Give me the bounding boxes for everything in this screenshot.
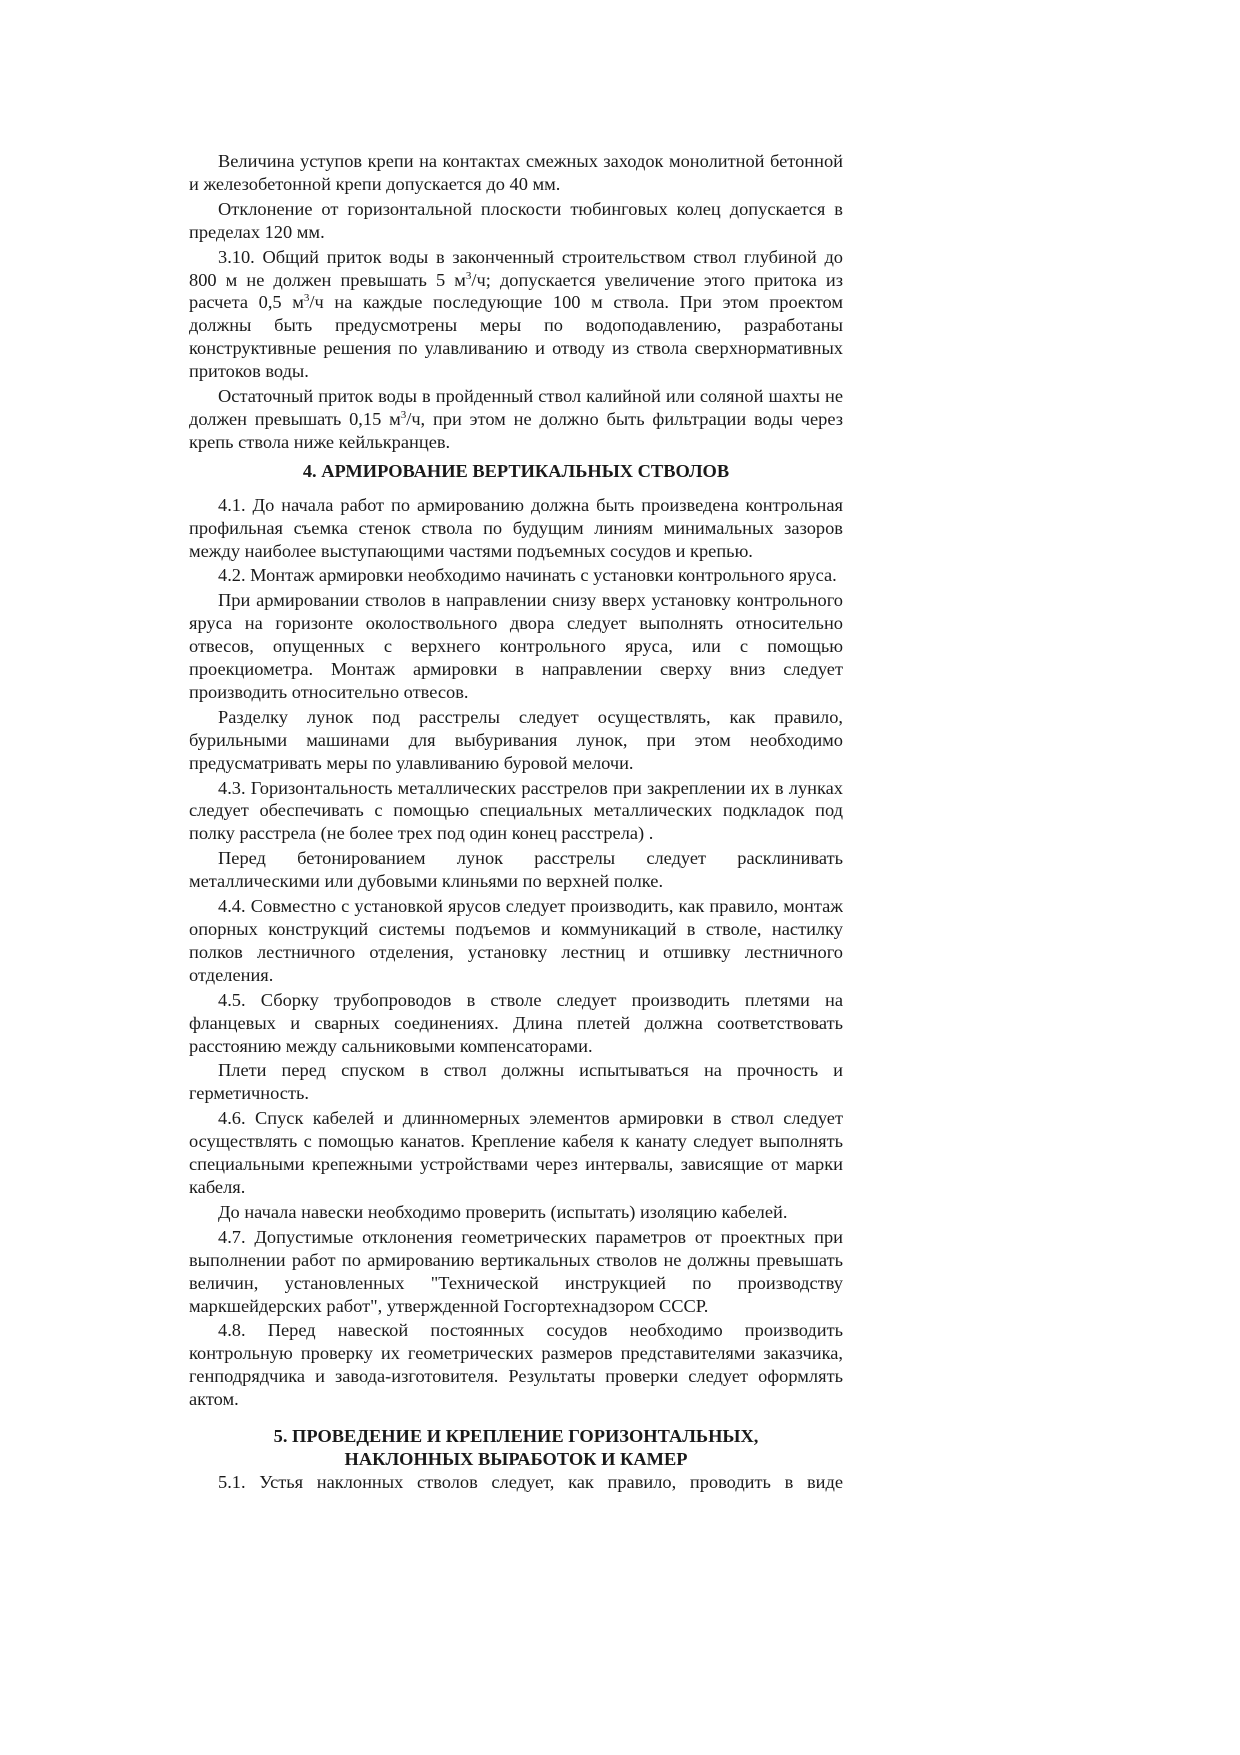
- paragraph-residual-inflow: [189, 385, 843, 454]
- paragraph-4-5-testing: Плети перед спуском в ствол должны испытываться на прочность и герметичность.: [189, 1060, 843, 1104]
- paragraph-ledges: Величина уступов крепи на контактах смежных заходок монолитной бетонной и железобетонной крепи допускается до 40 мм.: [189, 151, 843, 194]
- superscript: 3: [400, 408, 407, 421]
- paragraph-5-1: 5.1. Устья наклонных стволов следует, как правило, проводить в виде: [218, 1472, 843, 1493]
- paragraph-4-2: 4.2. Монтаж армировки необходимо начинать с установки контрольного яруса.: [218, 565, 837, 586]
- paragraph-4-6-insulation: До начала навески необходимо проверить (испытать) изоляцию кабелей.: [218, 1201, 788, 1222]
- text-fragment: /ч на каждые последующие 100 м ствола. При этом проектом должны быть предусмотрены меры по водоподавлению, разработаны конструктивные решения по улавливанию и отводу из ствола сверхнормативных притоков воды.: [189, 292, 844, 382]
- paragraph-4-7: 4.7. Допустимые отклонения геометрических параметров от проектных при выполнении работ по армированию вертикальных стволов не должны превышать величин, установленных "Технической инструкцией по производству маркшейдерских работ", утвержденной Госгортехнадзором СССР.: [189, 1226, 843, 1316]
- paragraph-4-1: 4.1. До начала работ по армированию должна быть произведена контрольная профильная съемка стенок ствола по будущим линиям минимальных зазоров между наиболее выступающими частями подъемных сосудов и крепью.: [189, 494, 843, 561]
- paragraph-4-8: 4.8. Перед навеской постоянных сосудов необходимо производить контрольную проверку их геометрических размеров представителями заказчика, генподрядчика и завода-изготовителя. Результаты проверки следует оформлять актом.: [189, 1320, 843, 1410]
- text-fragment: Остаточный приток воды в пройденный ствол калийной или соляной шахты не должен превышать 0,15 м: [189, 386, 843, 429]
- paragraph-4-3: 4.3. Горизонтальность металлических расстрелов при закреплении их в лунках следует обеспечивать с помощью специальных металлических подкладок под полку расстрела (не более трех под один конец расстрела) .: [189, 777, 843, 844]
- text-fragment: /ч; допускается увеличение этого притока из расчета 0,5 м: [189, 269, 843, 313]
- section-5-heading-line-1: 5. ПРОВЕДЕНИЕ И КРЕПЛЕНИЕ ГОРИЗОНТАЛЬНЫХ,: [273, 1426, 759, 1447]
- paragraph-tubing-deviation: Отклонение от горизонтальной плоскости тюбинговых колец допускается в пределах 120 мм.: [189, 198, 843, 242]
- paragraph-4-2-holes: Разделку лунок под расстрелы следует осуществлять, как правило, бурильными машинами для выбуривания лунок, при этом необходимо предусматривать меры по улавливанию буровой мелочи.: [189, 706, 843, 773]
- paragraph-4-2-bottom-up: При армировании стволов в направлении снизу вверх установку контрольного яруса на горизонте околоствольного двора следует выполнять относительно отвесов, опущенных с верхнего контрольного яруса, или с помощью проекциометра. Монтаж армировки в направлении сверху вниз следует производить относительно отвесов.: [189, 590, 843, 702]
- paragraph-4-3-concreting: Перед бетонированием лунок расстрелы следует расклинивать металлическими или дубовыми клиньями по верхней полке.: [189, 848, 843, 892]
- text-fragment: 3.10. Общий приток воды в законченный строительством ствол глубиной до 800 м не должен превышать 5 м: [189, 246, 843, 290]
- text-fragment: /ч, при этом не должно быть фильтрации воды через крепь ствола ниже кейлькранцев.: [189, 408, 843, 452]
- section-5-heading: [189, 1425, 843, 1471]
- section-4-heading: 4. АРМИРОВАНИЕ ВЕРТИКАЛЬНЫХ СТВОЛОВ: [302, 460, 730, 481]
- paragraph-3-10: [189, 246, 843, 383]
- paragraph-4-5: 4.5. Сборку трубопроводов в стволе следует производить плетями на фланцевых и сварных соединениях. Длина плетей должна соответствовать расстоянию между сальниковыми компенсаторами.: [189, 989, 843, 1056]
- paragraph-4-4: 4.4. Совместно с установкой ярусов следует производить, как правило, монтаж опорных конструкций системы подъемов и коммуникаций в стволе, настилку полков лестничного отделения, установку лестниц и отшивку лестничного отделения.: [189, 896, 843, 985]
- superscript: 3: [465, 269, 472, 282]
- section-5-heading-line-2: НАКЛОННЫХ ВЫРАБОТОК И КАМЕР: [344, 1449, 688, 1470]
- superscript: 3: [303, 292, 310, 305]
- paragraph-4-6: 4.6. Спуск кабелей и длинномерных элементов армировки в ствол следует осуществлять с помощью канатов. Крепление кабеля к канату следует выполнять специальными крепежными устройствами через интервалы, зависящие от марки кабеля.: [189, 1108, 843, 1197]
- document-page: [189, 150, 843, 1496]
